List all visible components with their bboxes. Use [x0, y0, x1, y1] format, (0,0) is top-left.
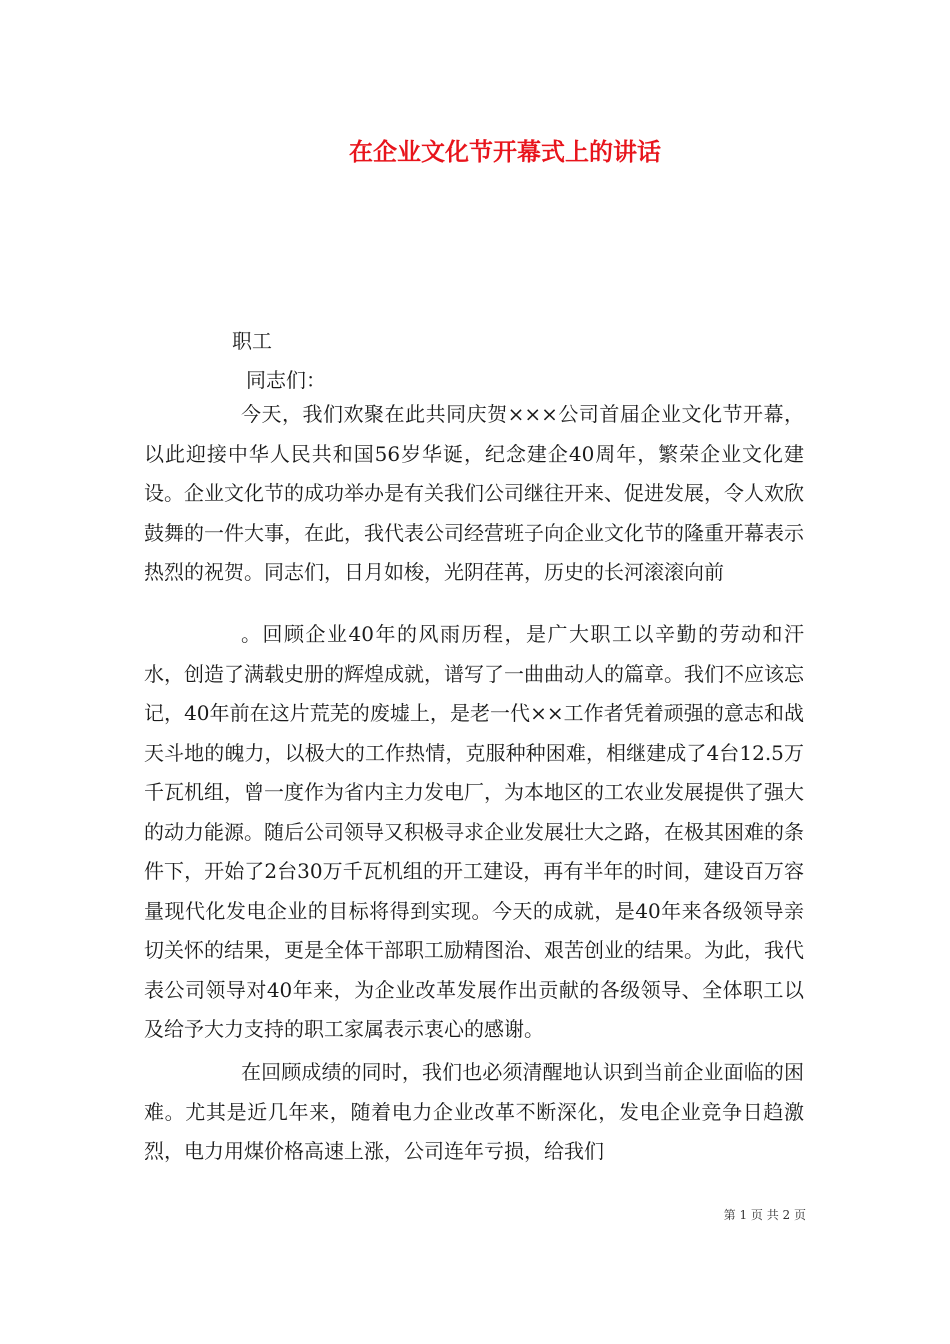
salutation-workers: 职工	[232, 329, 272, 353]
page-indicator: 第 1 页 共 2 页	[723, 1208, 806, 1222]
document-title: 在企业文化节开幕式上的讲话	[349, 137, 661, 166]
paragraph-difficulties: 在回顾成绩的同时，我们也必须清醒地认识到当前企业面临的困难。尤其是近几年来，随着电力企业改革不断深化，发电企业竞争日趋激烈，电力用煤价格高速上涨，公司连年亏损，给我们	[144, 1060, 804, 1163]
salutation-comrades: 同志们：	[246, 368, 326, 392]
paragraph-opening: 今天，我们欢聚在此共同庆贺×××公司首届企业文化节开幕，以此迎接中华人民共和国56岁华诞，纪念建企40周年，繁荣企业文化建设。企业文化节的成功举办是有关我们公司继往开来、促进发展，令人欢欣鼓舞的一件大事，在此，我代表公司经营班子向企业文化节的隆重开幕表示热烈的祝贺。同志们，日月如梭，光阴荏苒，历史的长河滚滚向前	[144, 402, 804, 584]
paragraph-history: 。回顾企业40年的风雨历程，是广大职工以辛勤的劳动和汗水，创造了满载史册的辉煌成就，谱写了一曲曲动人的篇章。我们不应该忘记，40年前在这片荒芜的废墟上，是老一代××工作者凭着顽强的意志和战天斗地的魄力，以极大的工作热情，克服种种困难，相继建成了4台12.5万千瓦机组，曾一度作为省内主力发电厂，为本地区的工农业发展提供了强大的动力能源。随后公司领导又积极寻求企业发展壮大之路，在极其困难的条件下，开始了2台30万千瓦机组的开工建设，再有半年的时间，建设百万容量现代化发电企业的目标将得到实现。今天的成就，是40年来各级领导亲切关怀的结果，更是全体干部职工励精图治、艰苦创业的结果。为此，我代表公司领导对40年来，为企业改革发展作出贡献的各级领导、全体职工以及给予大力支持的职工家属表示衷心的感谢。	[144, 622, 804, 1041]
